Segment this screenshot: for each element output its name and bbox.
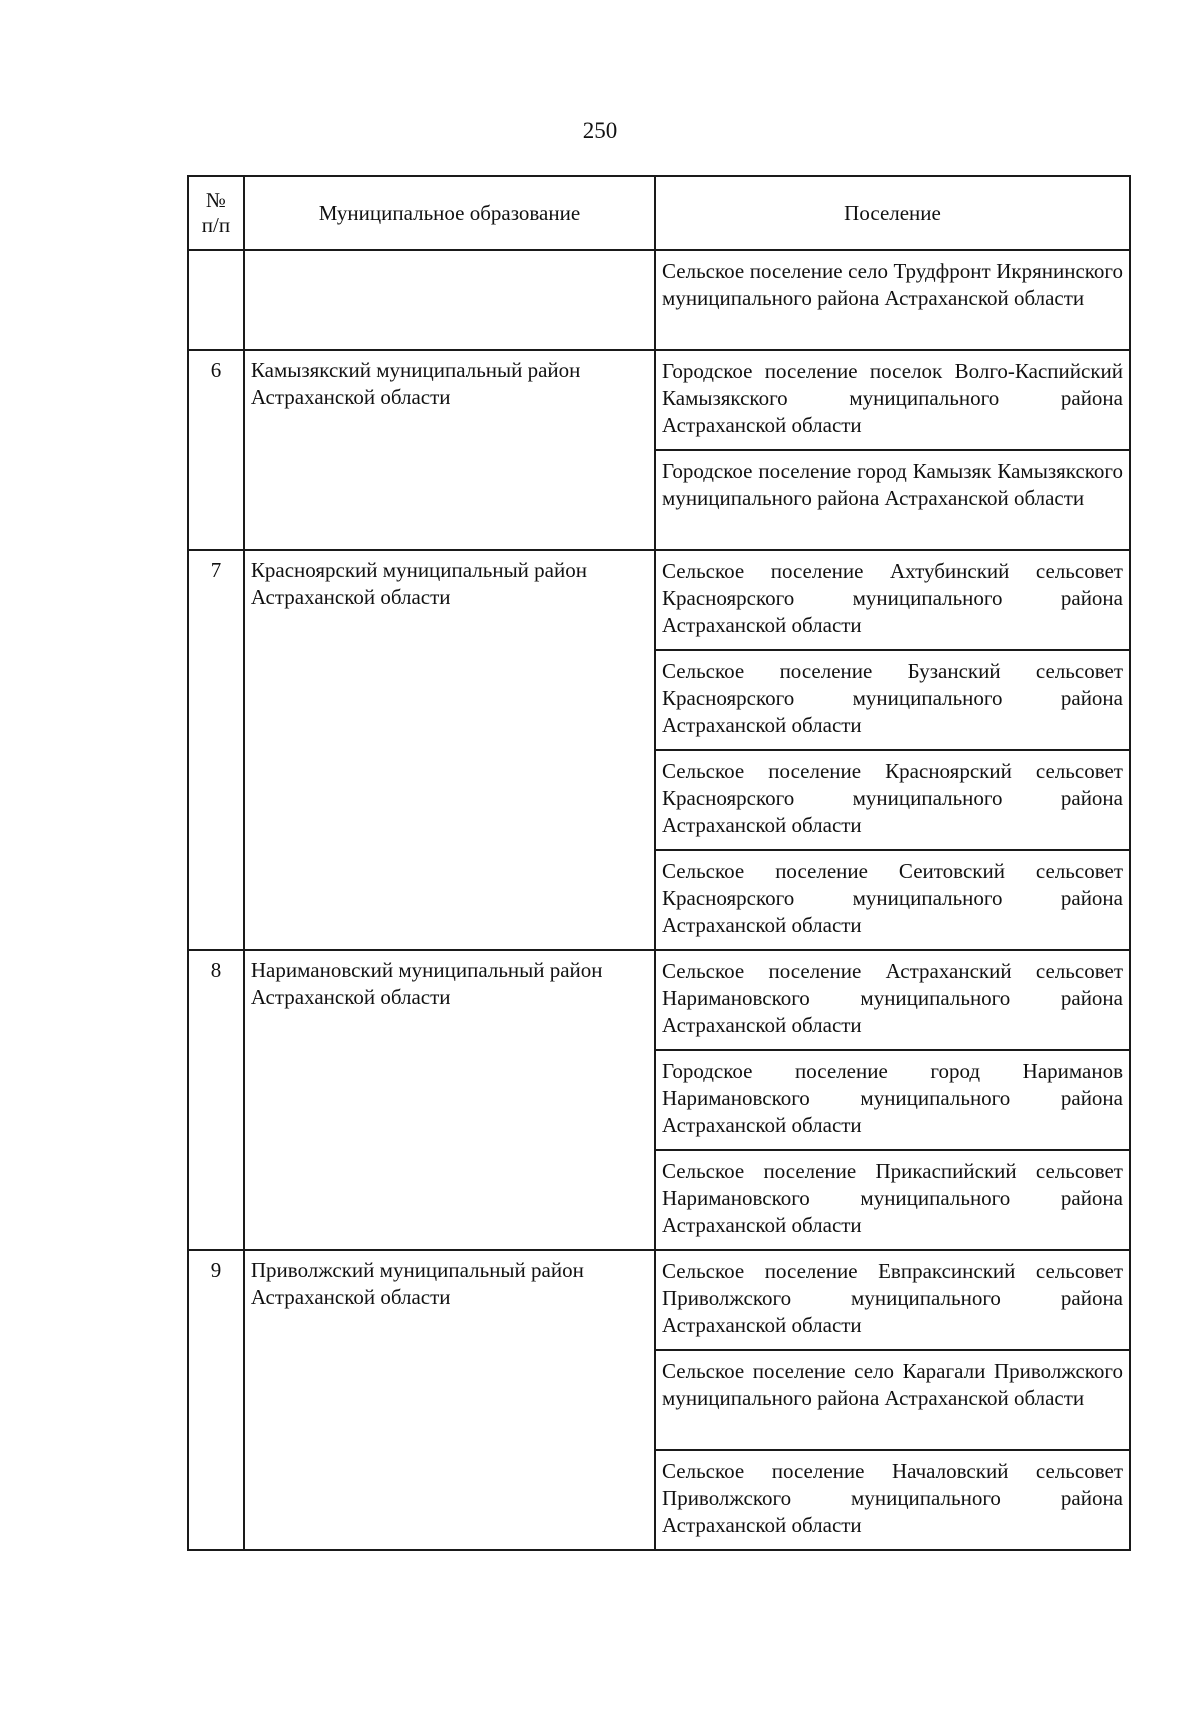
settlement-cell: Сельское поселение Красноярский сельсовет Красноярского муниципального района Астраханской области [655, 750, 1130, 850]
settlement-cell: Городское поселение поселок Волго-Каспийский Камызякского муниципального района Астраханской области [655, 350, 1130, 450]
row-number-cell [188, 250, 244, 350]
header-num-abbrev: п/п [201, 213, 231, 237]
row-number-cell: 6 [188, 350, 244, 550]
table-row [188, 550, 1130, 650]
settlement-cell: Сельское поселение Бузанский сельсовет Красноярского муниципального района Астраханской области [655, 650, 1130, 750]
table-row [188, 250, 1130, 350]
row-number-cell: 9 [188, 1250, 244, 1550]
settlement-cell: Сельское поселение Астраханский сельсовет Наримановского муниципального района Астраханской области [655, 950, 1130, 1050]
header-settlement: Поселение [655, 176, 1130, 250]
table-row [188, 350, 1130, 450]
municipality-cell: Красноярский муниципальный район Астраханской области [244, 550, 655, 950]
municipality-cell: Приволжский муниципальный район Астраханской области [244, 1250, 655, 1550]
table-row [188, 1250, 1130, 1350]
settlement-cell: Сельское поселение Сеитовский сельсовет Красноярского муниципального района Астраханской области [655, 850, 1130, 950]
header-num [188, 176, 244, 250]
settlement-cell: Сельское поселение Евпраксинский сельсовет Приволжского муниципального района Астраханской области [655, 1250, 1130, 1350]
header-municipality: Муниципальное образование [244, 176, 655, 250]
settlement-cell: Городское поселение город Камызяк Камызякского муниципального района Астраханской области [655, 450, 1130, 550]
settlements-table [187, 175, 1131, 1551]
settlement-cell: Сельское поселение село Трудфронт Икрянинского муниципального района Астраханской области [655, 250, 1130, 350]
settlement-cell: Городское поселение город Нариманов Наримановского муниципального района Астраханской области [655, 1050, 1130, 1150]
settlement-cell: Сельское поселение село Карагали Приволжского муниципального района Астраханской области [655, 1350, 1130, 1450]
settlement-cell: Сельское поселение Прикаспийский сельсовет Наримановского муниципального района Астраханской области [655, 1150, 1130, 1250]
municipality-cell [244, 250, 655, 350]
table-row [188, 950, 1130, 1050]
municipality-cell: Наримановский муниципальный район Астраханской области [244, 950, 655, 1250]
page-number: 250 [582, 118, 618, 143]
settlement-cell: Сельское поселение Началовский сельсовет Приволжского муниципального района Астраханской области [655, 1450, 1130, 1550]
row-number-cell: 8 [188, 950, 244, 1250]
municipality-cell: Камызякский муниципальный район Астраханской области [244, 350, 655, 550]
header-num-symbol: № [205, 188, 226, 212]
row-number-cell: 7 [188, 550, 244, 950]
table-header-row [188, 176, 1130, 250]
settlement-cell: Сельское поселение Ахтубинский сельсовет Красноярского муниципального района Астраханской области [655, 550, 1130, 650]
